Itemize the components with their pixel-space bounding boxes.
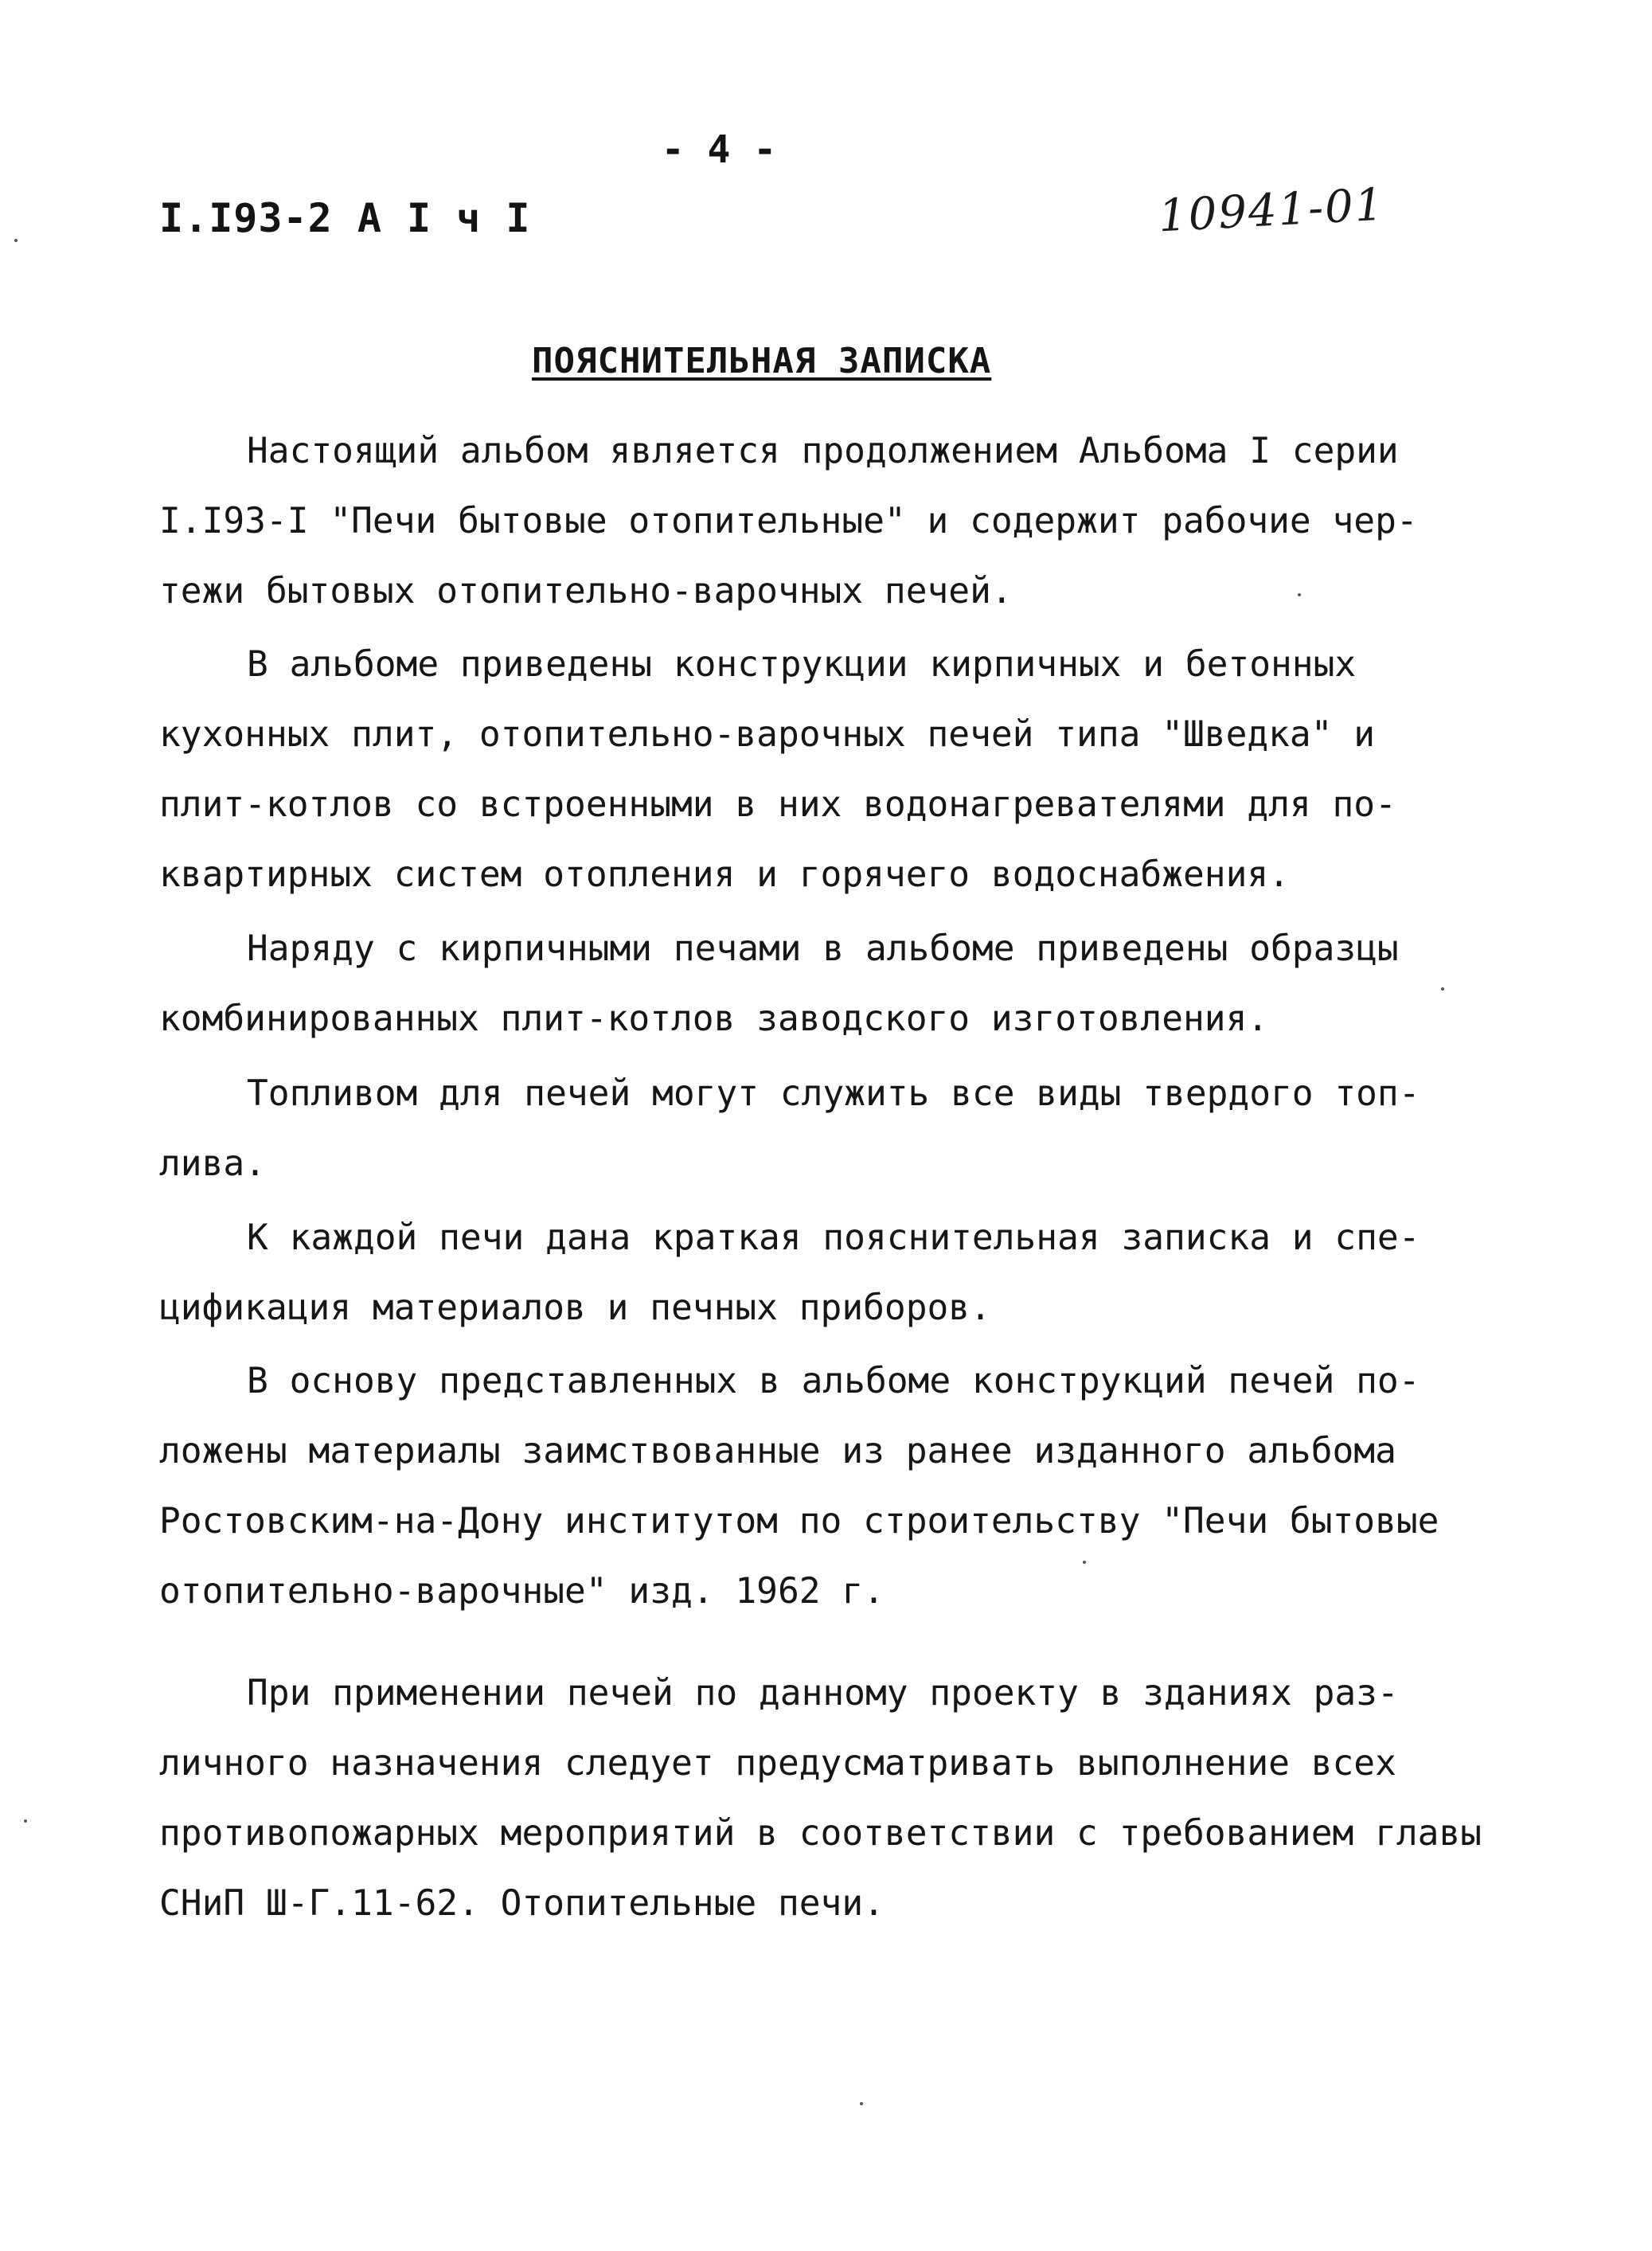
paragraph-5-line-1: К каждой печи дана краткая пояснительная записка и спе- bbox=[247, 1217, 1420, 1258]
paragraph-3-line-2: комбинированных плит-котлов заводского изготовления. bbox=[159, 998, 1269, 1039]
paragraph-7-line-3: противопожарных мероприятий в соответствии с требованием главы bbox=[159, 1813, 1482, 1854]
page-number: - 4 - bbox=[661, 127, 777, 172]
paragraph-7-line-2: личного назначения следует предусматривать выполнение всех bbox=[159, 1743, 1396, 1784]
scan-speck bbox=[860, 2102, 863, 2105]
document-code: I.I93-2 A I ч I bbox=[159, 195, 531, 241]
paragraph-2-line-2: кухонных плит, отопительно-варочных печей типа "Шведка" и bbox=[159, 714, 1376, 755]
scan-speck bbox=[1298, 593, 1301, 596]
paragraph-5-line-2: цификация материалов и печных приборов. bbox=[159, 1288, 991, 1328]
page-title: ПОЯСНИТЕЛЬНАЯ ЗАПИСКА bbox=[532, 341, 992, 381]
paragraph-7-line-1: При применении печей по данному проекту в зданиях раз- bbox=[247, 1673, 1399, 1714]
paragraph-1-line-1: Настоящий альбом является продолжением Альбома I серии bbox=[247, 431, 1399, 471]
paragraph-1-line-3: тежи бытовых отопительно-варочных печей. bbox=[159, 571, 1013, 612]
handwritten-registration-number: 10941-01 bbox=[1157, 178, 1386, 243]
paragraph-7-line-4: СНиП Ш-Г.11-62. Отопительные печи. bbox=[159, 1883, 885, 1924]
paragraph-1-line-2: I.I93-I "Печи бытовые отопительные" и содержит рабочие чер- bbox=[159, 501, 1418, 541]
paragraph-6-line-1: В основу представленных в альбоме конструкций печей по- bbox=[247, 1361, 1420, 1401]
paragraph-2-line-4: квартирных систем отопления и горячего водоснабжения. bbox=[159, 854, 1290, 895]
scan-speck bbox=[1441, 987, 1444, 991]
paragraph-4-line-2: лива. bbox=[159, 1143, 266, 1184]
paragraph-3-line-1: Наряду с кирпичными печами в альбоме приведены образцы bbox=[247, 928, 1399, 969]
paragraph-6-line-4: отопительно-варочные" изд. 1962 г. bbox=[159, 1571, 885, 1612]
scan-speck bbox=[24, 1819, 27, 1823]
paragraph-6-line-3: Ростовским-на-Дону институтом по строительству "Печи бытовые bbox=[159, 1501, 1439, 1542]
scan-speck bbox=[1083, 1561, 1086, 1564]
paragraph-6-line-2: ложены материалы заимствованные из ранее изданного альбома bbox=[159, 1431, 1396, 1471]
paragraph-2-line-1: В альбоме приведены конструкции кирпичных и бетонных bbox=[247, 644, 1357, 685]
scan-speck bbox=[14, 239, 18, 242]
paragraph-2-line-3: плит-котлов со встроенными в них водонагревателями для по- bbox=[159, 784, 1396, 825]
paragraph-4-line-1: Топливом для печей могут служить все виды твердого топ- bbox=[247, 1073, 1420, 1114]
